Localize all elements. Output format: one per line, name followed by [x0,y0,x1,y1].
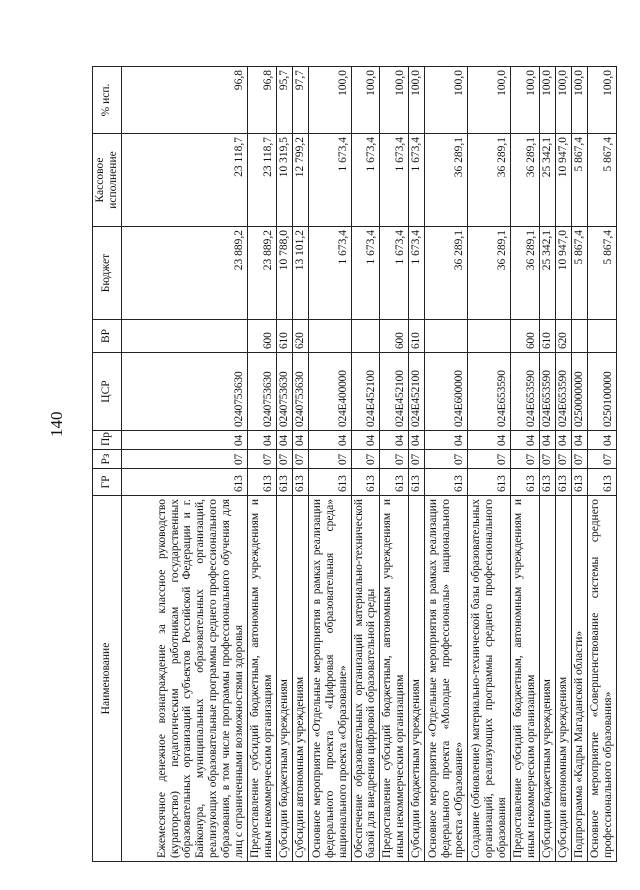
row-percent: 100,0 [539,67,555,134]
row-budget: 23 889,2 [121,227,247,320]
row-execution: 36 289,1 [468,134,511,227]
table-row [121,67,247,862]
row-execution: 25 342,1 [539,134,555,227]
row-percent: 96,8 [121,67,247,134]
table-row [555,67,571,862]
row-pr: 04 [308,431,351,450]
row-percent: 100,0 [555,67,571,134]
row-name: Предоставление субсидий бюджетным, автономным учреждениям и иным некоммерческим организациям [247,496,276,862]
row-rz: 07 [121,450,247,469]
row-pr: 04 [409,431,425,450]
row-execution: 1 673,4 [308,134,351,227]
row-pr: 04 [539,431,555,450]
row-gr: 613 [409,469,425,496]
row-budget: 23 889,2 [247,227,276,320]
row-budget: 36 289,1 [468,227,511,320]
row-execution: 5 867,4 [587,134,616,227]
row-rz: 07 [409,450,425,469]
row-budget: 1 673,4 [351,227,380,320]
row-vr [468,320,511,353]
row-rz: 07 [511,450,540,469]
row-budget: 1 673,4 [380,227,409,320]
row-csr: 0240753630 [292,353,308,431]
row-gr: 613 [511,469,540,496]
row-percent: 100,0 [511,67,540,134]
row-vr [351,320,380,353]
row-execution: 1 673,4 [351,134,380,227]
row-vr: 600 [247,320,276,353]
row-gr: 613 [308,469,351,496]
row-budget: 1 673,4 [409,227,425,320]
row-pr: 04 [425,431,468,450]
rotated-table-container [92,67,612,862]
row-pr: 04 [292,431,308,450]
row-rz: 07 [571,450,587,469]
row-rz: 07 [539,450,555,469]
row-budget: 36 289,1 [511,227,540,320]
row-rz: 07 [247,450,276,469]
row-rz: 07 [425,450,468,469]
row-pr: 04 [121,431,247,450]
row-name: Субсидии бюджетным учреждениям [276,496,292,862]
row-name: Субсидии автономным учреждениям [292,496,308,862]
row-budget: 25 342,1 [539,227,555,320]
row-vr [121,320,247,353]
row-execution: 23 118,7 [247,134,276,227]
page-number: 140 [47,411,66,437]
row-execution: 12 799,2 [292,134,308,227]
row-name: Подпрограмма «Кадры Магаданской области» [571,496,587,862]
row-vr: 610 [276,320,292,353]
row-pr: 04 [468,431,511,450]
row-budget: 13 101,2 [292,227,308,320]
column-header-pr: Пр [93,431,122,450]
row-csr: 0240753630 [247,353,276,431]
row-vr [587,320,616,353]
row-csr: 0250100000 [587,353,616,431]
table-row [425,67,468,862]
row-vr: 600 [380,320,409,353]
row-vr: 620 [292,320,308,353]
row-execution: 10 947,0 [555,134,571,227]
table-header-row [93,67,122,862]
row-csr: 024E452100 [380,353,409,431]
row-budget: 36 289,1 [425,227,468,320]
row-budget: 5 867,4 [571,227,587,320]
row-gr: 613 [587,469,616,496]
table-row [587,67,616,862]
row-csr: 024E653590 [555,353,571,431]
row-percent: 97,7 [292,67,308,134]
table-row [571,67,587,862]
row-pr: 04 [511,431,540,450]
row-csr: 024E653590 [511,353,540,431]
column-header-gr: ГР [93,469,122,496]
column-header-name: Наименование [93,496,122,862]
row-percent: 100,0 [571,67,587,134]
table-row [539,67,555,862]
row-budget: 1 673,4 [308,227,351,320]
column-header-percent: % исп. [93,67,122,134]
row-gr: 613 [555,469,571,496]
row-rz: 07 [351,450,380,469]
row-percent: 100,0 [409,67,425,134]
row-rz: 07 [555,450,571,469]
row-vr [308,320,351,353]
row-pr: 04 [380,431,409,450]
row-rz: 07 [587,450,616,469]
row-csr: 0240753630 [121,353,247,431]
row-vr [571,320,587,353]
row-name: Субсидии бюджетным учреждениям [409,496,425,862]
row-name: Предоставление субсидий бюджетным, автономным учреждениям и иным некоммерческим организациям [380,496,409,862]
row-budget: 5 867,4 [587,227,616,320]
row-pr: 04 [247,431,276,450]
row-gr: 613 [247,469,276,496]
row-rz: 07 [468,450,511,469]
row-budget: 10 947,0 [555,227,571,320]
row-budget: 10 788,0 [276,227,292,320]
row-percent: 96,8 [247,67,276,134]
row-csr: 024E653590 [468,353,511,431]
row-vr: 600 [511,320,540,353]
row-gr: 613 [121,469,247,496]
row-csr: 024E653590 [539,353,555,431]
table-row [511,67,540,862]
row-percent: 100,0 [587,67,616,134]
row-rz: 07 [292,450,308,469]
column-header-execution: Кассовое исполнение [93,134,122,227]
row-gr: 613 [571,469,587,496]
row-name: Субсидии бюджетным учреждениям [539,496,555,862]
row-vr [425,320,468,353]
column-header-budget: Бюджет [93,227,122,320]
budget-table [92,66,617,862]
row-vr: 610 [539,320,555,353]
row-csr: 0240753630 [276,353,292,431]
row-csr: 024E452100 [351,353,380,431]
row-csr: 024E400000 [308,353,351,431]
row-gr: 613 [468,469,511,496]
row-percent: 100,0 [380,67,409,134]
row-name: Основное мероприятие «Отдельные мероприятия в рамках реализации федерального проекта «Молодые профессионалы» национального проекта «Образование» [425,496,468,862]
row-csr: 024E600000 [425,353,468,431]
table-row [409,67,425,862]
row-execution: 5 867,4 [571,134,587,227]
column-header-vr: ВР [93,320,122,353]
row-name: Субсидии автономным учреждениям [555,496,571,862]
row-percent: 100,0 [351,67,380,134]
row-percent: 100,0 [308,67,351,134]
row-gr: 613 [351,469,380,496]
row-execution: 36 289,1 [425,134,468,227]
row-vr: 610 [409,320,425,353]
row-pr: 04 [276,431,292,450]
row-csr: 024E452100 [409,353,425,431]
row-gr: 613 [276,469,292,496]
table-row [468,67,511,862]
row-name: Основное мероприятие «Совершенствование системы среднего профессионального образования» [587,496,616,862]
row-execution: 23 118,7 [121,134,247,227]
row-execution: 1 673,4 [409,134,425,227]
row-rz: 07 [380,450,409,469]
row-rz: 07 [276,450,292,469]
table-row [308,67,351,862]
row-name: Основное мероприятие «Отдельные мероприятия в рамках реализации федерального проекта «Цифровая образовательная среда» национального проекта «Образование» [308,496,351,862]
table-row [276,67,292,862]
row-execution: 10 319,5 [276,134,292,227]
table-row [292,67,308,862]
row-name: Предоставление субсидий бюджетным, автономным учреждениям и иным некоммерческим организациям [511,496,540,862]
row-name: Обеспечение образовательных организаций материально-технической базой для внедрения цифровой образовательной среды [351,496,380,862]
row-pr: 04 [351,431,380,450]
row-gr: 613 [380,469,409,496]
row-percent: 100,0 [468,67,511,134]
row-gr: 613 [292,469,308,496]
row-percent: 95,7 [276,67,292,134]
row-pr: 04 [587,431,616,450]
table-row [247,67,276,862]
row-pr: 04 [571,431,587,450]
row-gr: 613 [425,469,468,496]
row-execution: 1 673,4 [380,134,409,227]
row-vr: 620 [555,320,571,353]
row-pr: 04 [555,431,571,450]
column-header-rz: Рз [93,450,122,469]
table-row [380,67,409,862]
row-name: Создание (обновление) материально-технической базы образовательных организаций, реализующих программы среднего профессионального образования [468,496,511,862]
table-row [351,67,380,862]
row-csr: 0250000000 [571,353,587,431]
row-name: Ежемесячное денежное вознаграждение за классное руководство (кураторство) педагогическим работникам государственных образовательных организаций субъектов Российской Федерации и г. Байконура, муниципальных образовательных организаций, реализующих образовательные программы среднего профессионального образования, в том числе программы профессионального обучения для лиц с ограниченными возможностями здоровья [121,496,247,862]
row-rz: 07 [308,450,351,469]
column-header-csr: ЦСР [93,353,122,431]
row-execution: 36 289,1 [511,134,540,227]
row-gr: 613 [539,469,555,496]
row-percent: 100,0 [425,67,468,134]
